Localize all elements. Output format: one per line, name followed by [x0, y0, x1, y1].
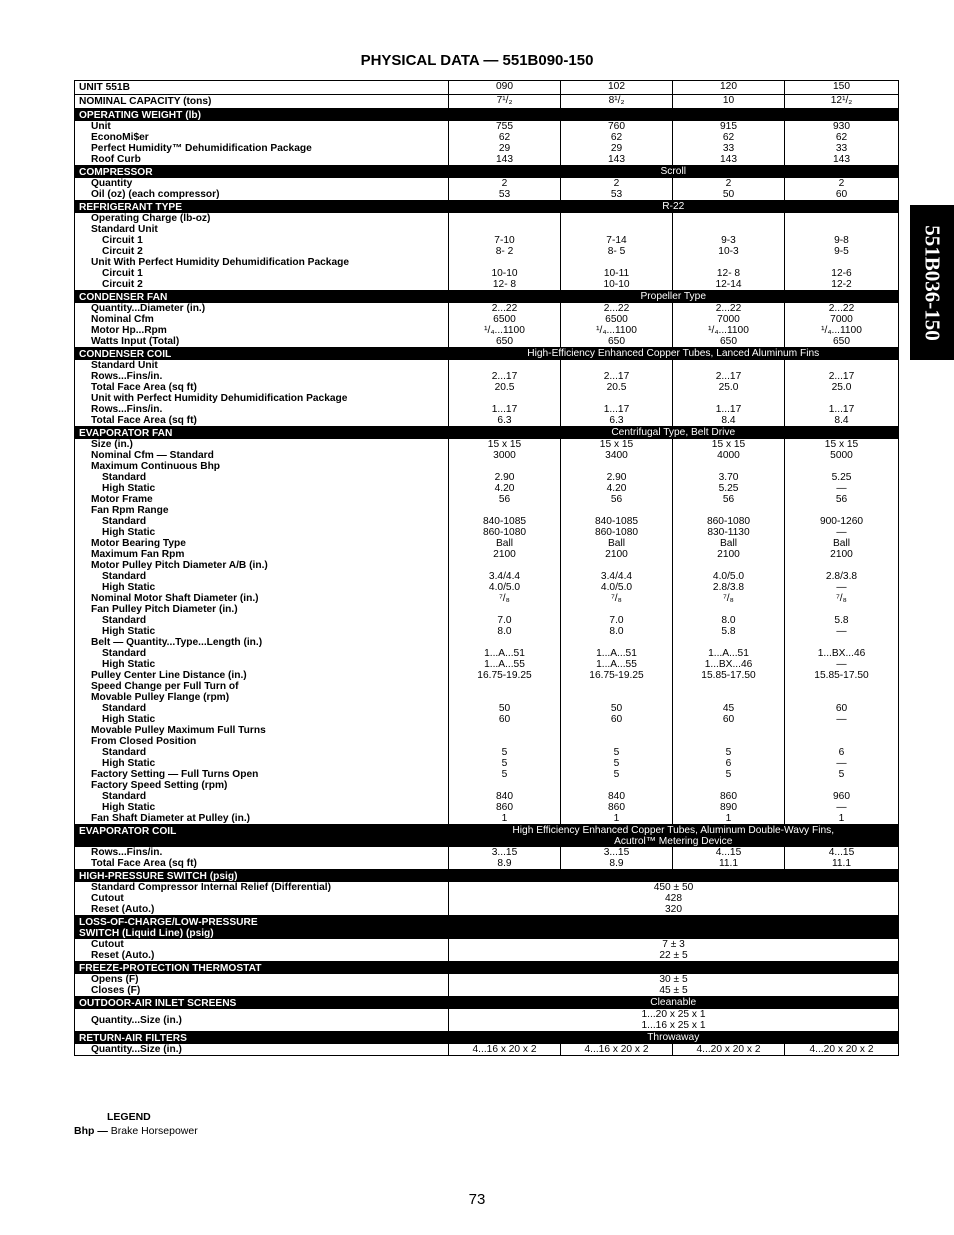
section-header: [75, 870, 899, 883]
row-label-line: Size (in.): [91, 439, 133, 450]
row-value: 2 60: [785, 178, 899, 201]
row-value: 760 62 29 143: [561, 121, 673, 166]
row-value: 2...17 25.0 1...17 8.4: [785, 360, 899, 427]
row-label-line: Factory Speed Setting (rpm): [91, 780, 228, 791]
row-label-line: Standard Unit: [91, 360, 158, 371]
section-header: [75, 348, 899, 361]
section-header: [75, 109, 899, 122]
row-label-line: Quantity...Size (in.): [91, 1044, 182, 1055]
section-spec: [449, 870, 899, 883]
table-row: [75, 1044, 899, 1056]
row-label-line: Total Face Area (sq ft): [91, 858, 197, 869]
row-label-line: Speed Change per Full Turn of: [91, 681, 239, 692]
row-label-line: Unit with Perfect Humidity Dehumidification Package: [91, 393, 348, 404]
legend-definition: Brake Horsepower: [107, 1125, 198, 1137]
row-label-line: Roof Curb: [91, 154, 141, 165]
row-labels: [75, 939, 449, 962]
legend-heading: LEGEND: [107, 1111, 151, 1123]
row-label-line: Rows...Fins/in.: [91, 847, 163, 858]
row-label-line: High Static: [102, 758, 156, 769]
row-label-line: Cutout: [91, 939, 124, 950]
table-row: [75, 360, 899, 427]
row-value: 10: [673, 95, 785, 109]
section-title: COMPRESSOR: [75, 166, 449, 179]
row-label-line: Movable Pulley Flange (rpm): [91, 692, 230, 703]
table-row: [75, 974, 899, 997]
row-label-line: Circuit 1: [102, 268, 143, 279]
row-value: 7-14 8- 5 10-11 10-10: [561, 213, 673, 291]
section-header: [75, 166, 899, 179]
row-value: 8¹/₂: [561, 95, 673, 109]
row-label-line: High Static: [102, 527, 156, 538]
row-labels: [75, 882, 449, 916]
section-header: [75, 825, 899, 848]
row-value: 9-3 10-3 12- 8 12-14: [673, 213, 785, 291]
row-value: 15 x 15 3400 2.90 4.20 56 840-1085 860-1080 Ball 2100 3.4/4.4 4.0/5.0 ⁷/₈ 7.0 8.0 1...A...51 1...A...55 16.75-19.25 50 60 5 5 5 840 860 1: [561, 439, 673, 825]
table-row: [75, 847, 899, 870]
row-value: 2...17 20.5 1...17 6.3: [561, 360, 673, 427]
row-label-line: High Static: [102, 802, 156, 813]
section-title: EVAPORATOR COIL: [75, 825, 449, 848]
row-value: 4...20 x 20 x 2: [673, 1044, 785, 1056]
row-labels: [75, 847, 449, 870]
row-label-line: Standard: [102, 516, 147, 527]
row-value: 930 62 33 143: [785, 121, 899, 166]
section-spec: Scroll: [449, 166, 899, 179]
row-value: 090: [449, 81, 561, 95]
row-label-line: Perfect Humidity™ Dehumidification Package: [91, 143, 312, 154]
row-label-line: Fan Shaft Diameter at Pulley (in.): [91, 813, 251, 824]
row-value: 12¹/₂: [785, 95, 899, 109]
section-title: OPERATING WEIGHT (lb): [75, 109, 449, 122]
section-title: OUTDOOR-AIR INLET SCREENS: [75, 997, 449, 1010]
row-label-line: Quantity...Size (in.): [91, 1014, 182, 1026]
row-value: 120: [673, 81, 785, 95]
row-value: 915 62 33 143: [673, 121, 785, 166]
row-label-line: Maximum Fan Rpm: [91, 549, 185, 560]
section-header: [75, 916, 899, 940]
row-value: 15 x 15 3000 2.90 4.20 56 840-1085 860-1080 Ball 2100 3.4/4.4 4.0/5.0 ⁷/₈ 7.0 8.0 1...A...51 1...A...55 16.75-19.25 50 60 5 5 5 840 860 1: [449, 439, 561, 825]
section-header: [75, 997, 899, 1010]
legend-abbr: Bhp —: [74, 1125, 108, 1137]
row-label-line: Total Face Area (sq ft): [91, 415, 197, 426]
section-spec: [449, 962, 899, 975]
row-label-line: High Static: [102, 659, 156, 670]
row-labels: [75, 303, 449, 348]
page-title: PHYSICAL DATA — 551B090-150: [360, 52, 594, 69]
row-label-line: Watts Input (Total): [91, 336, 180, 347]
row-value: 2...22 7000 ¹/₄...1100 650: [673, 303, 785, 348]
row-value: 9-8 9-5 12-6 12-2: [785, 213, 899, 291]
row-value: 150: [785, 81, 899, 95]
row-labels: [75, 178, 449, 201]
row-shared-value: 30 ± 5 45 ± 5: [449, 974, 899, 997]
row-value: 2...17 20.5 1...17 6.3: [449, 360, 561, 427]
row-value: 2...22 6500 ¹/₄...1100 650: [449, 303, 561, 348]
row-value: 2...22 6500 ¹/₄...1100 650: [561, 303, 673, 348]
side-tab: [910, 205, 954, 360]
row-value: 3...15 8.9: [449, 847, 561, 870]
section-header: [75, 1032, 899, 1045]
row-label-line: Circuit 2: [102, 279, 143, 290]
row-value: 4...16 x 20 x 2: [449, 1044, 561, 1056]
row-label-line: Nominal Motor Shaft Diameter (in.): [91, 593, 259, 604]
row-label-line: Total Face Area (sq ft): [91, 382, 197, 393]
row-shared-value: 450 ± 50 428 320: [449, 882, 899, 916]
section-title: EVAPORATOR FAN: [75, 427, 449, 440]
section-spec: R-22: [449, 201, 899, 214]
row-label-line: Nominal Cfm: [91, 314, 154, 325]
row-label-line: Circuit 2: [102, 246, 143, 257]
section-spec: Cleanable: [449, 997, 899, 1010]
section-title: CONDENSER FAN: [75, 291, 449, 304]
section-title: RETURN-AIR FILTERS: [75, 1032, 449, 1045]
table-row: [75, 1009, 899, 1032]
row-value: 15 x 15 5000 5.25 — 56 900-1260 — Ball 2100 2.8/3.8 — ⁷/₈ 5.8 — 1...BX...46 — 15.85-17.50 60 — 6 — 5 960 — 1: [785, 439, 899, 825]
physical-data-table: [74, 80, 899, 1056]
row-label-line: Standard: [102, 747, 147, 758]
section-header: [75, 291, 899, 304]
section-spec: Centrifugal Type, Belt Drive: [449, 427, 899, 440]
row-label-line: Pulley Center Line Distance (in.): [91, 670, 247, 681]
section-title: CONDENSER COIL: [75, 348, 449, 361]
table-row: [75, 303, 899, 348]
row-label-line: Quantity: [91, 178, 133, 189]
row-label: NOMINAL CAPACITY (tons): [75, 95, 449, 109]
side-tab-label: 551B036-150: [920, 225, 945, 341]
row-label-line: From Closed Position: [91, 736, 197, 747]
table-row: [75, 178, 899, 201]
section-spec: Propeller Type: [449, 291, 899, 304]
row-label-line: Oil (oz) (each compressor): [91, 189, 220, 200]
row-value: 755 62 29 143: [449, 121, 561, 166]
row-value: 2 53: [561, 178, 673, 201]
legend-entry: [74, 1125, 198, 1137]
table-body: [75, 81, 899, 1056]
row-labels: [75, 360, 449, 427]
row-value: 2 53: [449, 178, 561, 201]
table-row: [75, 121, 899, 166]
row-value: 3...15 8.9: [561, 847, 673, 870]
row-labels: [75, 1009, 449, 1032]
row-value: 4...20 x 20 x 2: [785, 1044, 899, 1056]
row-label-line: Reset (Auto.): [91, 904, 155, 915]
row-labels: [75, 974, 449, 997]
page-number: 73: [468, 1191, 486, 1208]
row-label-line: Opens (F): [91, 974, 139, 985]
row-label-line: Standard Unit: [91, 224, 158, 235]
section-spec: High-Efficiency Enhanced Copper Tubes, Lanced Aluminum Fins: [449, 348, 899, 361]
row-label-line: Fan Pulley Pitch Diameter (in.): [91, 604, 238, 615]
row-label-line: Rows...Fins/in.: [91, 404, 163, 415]
section-title: FREEZE-PROTECTION THERMOSTAT: [75, 962, 449, 975]
row-label-line: Maximum Continuous Bhp: [91, 461, 221, 472]
table-row: [75, 439, 899, 825]
table-row: [75, 81, 899, 95]
section-title: HIGH-PRESSURE SWITCH (psig): [75, 870, 449, 883]
row-label-line: Movable Pulley Maximum Full Turns: [91, 725, 266, 736]
row-label-line: Reset (Auto.): [91, 950, 155, 961]
section-header: [75, 962, 899, 975]
table-row: [75, 882, 899, 916]
row-label-line: Rows...Fins/in.: [91, 371, 163, 382]
row-label-line: Motor Hp...Rpm: [91, 325, 167, 336]
section-spec: High Efficiency Enhanced Copper Tubes, Aluminum Double-Wavy Fins, Acutrol™ Metering Device: [449, 825, 899, 848]
row-value: 7-10 8- 2 10-10 12- 8: [449, 213, 561, 291]
row-label-line: Standard: [102, 571, 147, 582]
row-labels: [75, 213, 449, 291]
row-label-line: Factory Setting — Full Turns Open: [91, 769, 259, 780]
row-label-line: Operating Charge (lb-oz): [91, 213, 211, 224]
row-label-line: Nominal Cfm — Standard: [91, 450, 214, 461]
row-label-line: Closes (F): [91, 985, 141, 996]
row-label-line: Cutout: [91, 893, 124, 904]
section-spec: [449, 916, 899, 940]
row-label-line: Standard: [102, 472, 147, 483]
section-header: [75, 427, 899, 440]
row-value: 4...15 11.1: [785, 847, 899, 870]
row-value: 2 50: [673, 178, 785, 201]
row-label-line: Motor Pulley Pitch Diameter A/B (in.): [91, 560, 268, 571]
table-row: [75, 213, 899, 291]
row-value: 2...17 25.0 1...17 8.4: [673, 360, 785, 427]
section-spec: Throwaway: [449, 1032, 899, 1045]
section-title: REFRIGERANT TYPE: [75, 201, 449, 214]
row-label-line: EconoMi$er: [91, 132, 149, 143]
row-label-line: High Static: [102, 626, 156, 637]
row-label-line: High Static: [102, 483, 156, 494]
row-label-line: Standard Compressor Internal Relief (Differential): [91, 882, 332, 893]
table-row: [75, 95, 899, 109]
row-value: 15 x 15 4000 3.70 5.25 56 860-1080 830-1130 Ball 2100 4.0/5.0 2.8/3.8 ⁷/₈ 8.0 5.8 1...A...51 1...BX...46 15.85-17.50 45 60 5 6 5 860 890 1: [673, 439, 785, 825]
row-labels: [75, 121, 449, 166]
row-label-line: Fan Rpm Range: [91, 505, 169, 516]
section-header: [75, 201, 899, 214]
row-label-line: Circuit 1: [102, 235, 143, 246]
row-label: UNIT 551B: [75, 81, 449, 95]
row-labels: [75, 439, 449, 825]
row-label-line: Standard: [102, 703, 147, 714]
row-value: 7¹/₂: [449, 95, 561, 109]
row-label-line: Standard: [102, 791, 147, 802]
row-label-line: High Static: [102, 714, 156, 725]
row-label-line: Quantity...Diameter (in.): [91, 303, 206, 314]
row-labels: [75, 1044, 449, 1056]
row-label-line: Motor Bearing Type: [91, 538, 186, 549]
row-label-line: Motor Frame: [91, 494, 153, 505]
row-label-line: Unit: [91, 121, 111, 132]
section-spec: [449, 109, 899, 122]
section-title: LOSS-OF-CHARGE/LOW-PRESSURE SWITCH (Liquid Line) (psig): [75, 916, 449, 940]
row-value: 4...15 11.1: [673, 847, 785, 870]
row-shared-value: 7 ± 3 22 ± 5: [449, 939, 899, 962]
row-shared-value: 1...20 x 25 x 1 1...16 x 25 x 1: [449, 1009, 899, 1032]
row-value: 2...22 7000 ¹/₄...1100 650: [785, 303, 899, 348]
row-value: 4...16 x 20 x 2: [561, 1044, 673, 1056]
row-label-line: Unit With Perfect Humidity Dehumidification Package: [91, 257, 350, 268]
table-row: [75, 939, 899, 962]
row-value: 102: [561, 81, 673, 95]
row-label-line: High Static: [102, 582, 156, 593]
row-label-line: Belt — Quantity...Type...Length (in.): [91, 637, 263, 648]
row-label-line: Standard: [102, 615, 147, 626]
row-label-line: Standard: [102, 648, 147, 659]
